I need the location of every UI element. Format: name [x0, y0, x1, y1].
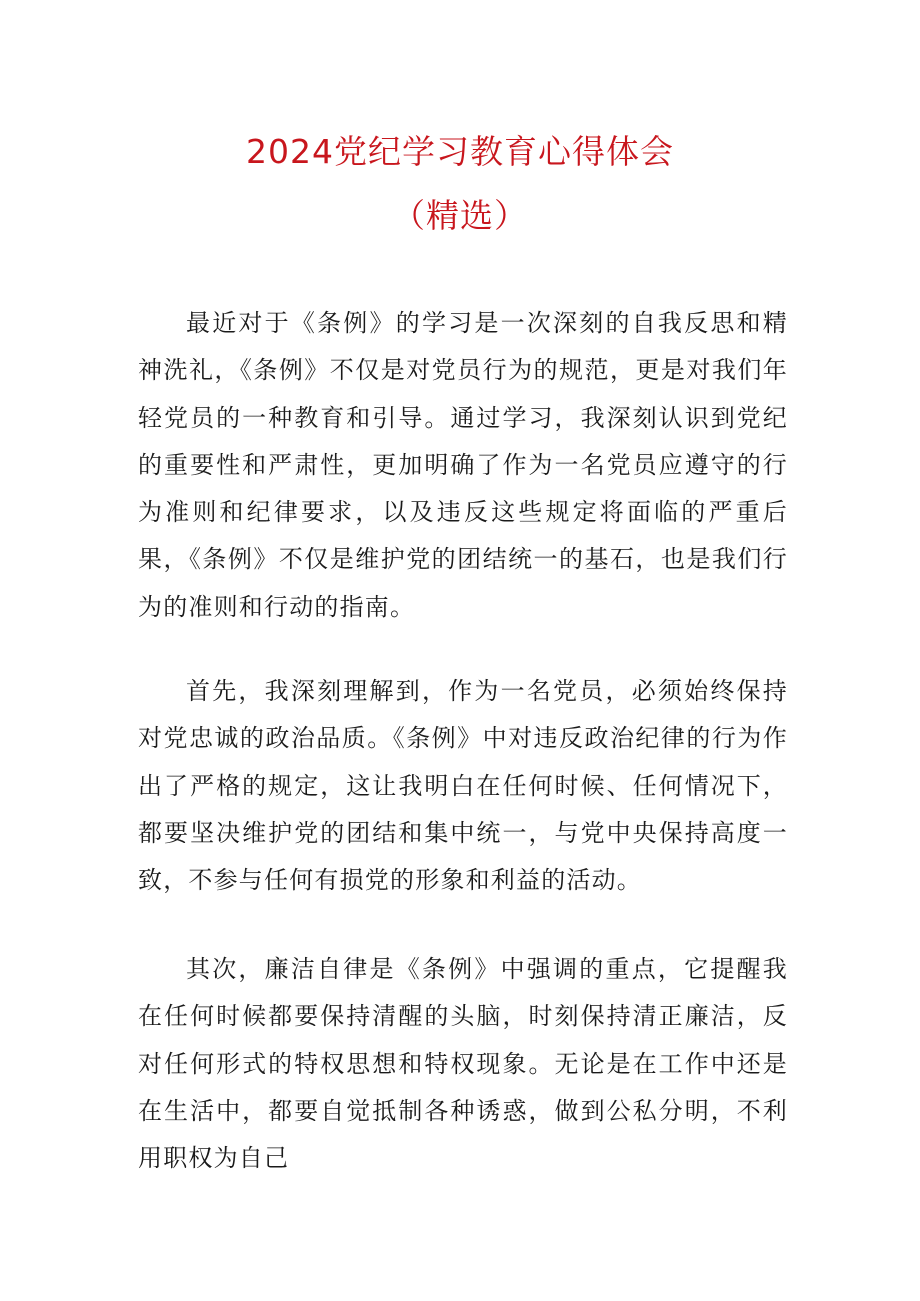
document-title: 2024党纪学习教育心得体会 — [246, 132, 674, 171]
paragraph-intro: 最近对于《条例》的学习是一次深刻的自我反思和精神洗礼，《条例》不仅是对党员行为的规范，更是对我们年轻党员的一种教育和引导。通过学习，我深刻认识到党纪的重要性和严肃性，更加明确了作为一名党员应遵守的行为准则和纪律要求，以及违反这些规定将面临的严重后果，《条例》不仅是维护党的团结统一的基石，也是我们行为的准则和行动的指南。 — [138, 309, 788, 621]
paragraph-first-point: 首先，我深刻理解到，作为一名党员，必须始终保持对党忠诚的政治品质。《条例》中对违反政治纪律的行为作出了严格的规定，这让我明白在任何时候、任何情况下，都要坚决维护党的团结和集中统一，与党中央保持高度一致，不参与任何有损党的形象和利益的活动。 — [138, 677, 788, 895]
document-subtitle: （精选） — [392, 196, 528, 235]
paragraph-second-point: 其次，廉洁自律是《条例》中强调的重点，它提醒我在任何时候都要保持清醒的头脑，时刻保持清正廉洁，反对任何形式的特权思想和特权现象。无论是在工作中还是在生活中，都要自觉抵制各种诱惑，做到公私分明，不利用职权为自己 — [138, 955, 788, 1173]
